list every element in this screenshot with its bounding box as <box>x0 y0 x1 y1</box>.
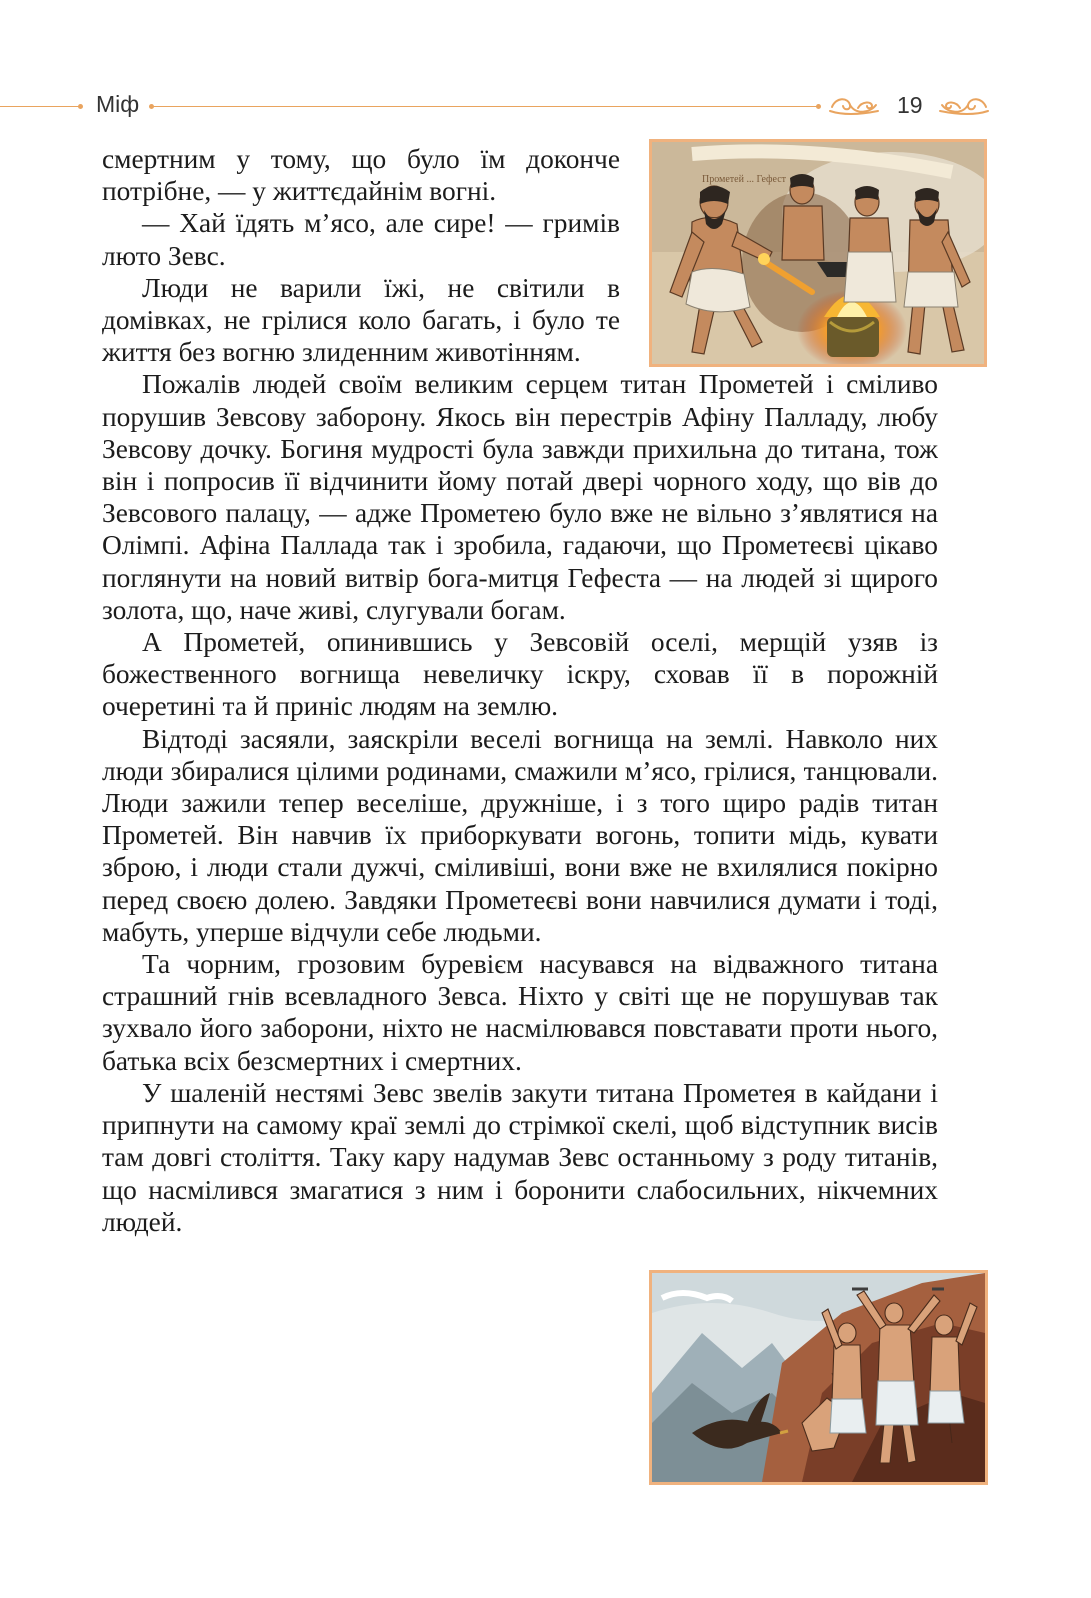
paragraph: А Прометей, опинившись у Зевсовій оселі, мерщій узяв із божественного вогнища невеличку іскру, сховав її в порожній очеретині та й приніс людям на землю. <box>102 627 938 722</box>
paragraph: Відтоді засяяли, заяскріли веселі вогнища на землі. Навколо них люди збиралися цілими родинами, смажили м’ясо, грілися, танцювали. Люди зажили тепер веселіше, дружніше, і з того щиро радів титан Прометей. Він навчив їх приборкувати вогонь, топити мідь, кувати зброю, і люди стали дужчі, сміливіші, вони вже не вхилялися покірно перед своєю долею. Завдяки Прометеєві вони навчилися думати і тоді, мабуть, уперше відчули себе людьми. <box>102 723 938 947</box>
page-number: 19 <box>897 92 923 118</box>
paragraph: Та чорним, грозовим буревієм насувався на відважного титана страшний гнів всевладного Зевса. Ніхто у світі ще не порушував так зухвало його заборони, ніхто не насмілювався повставати проти нього, батька всіх безсмертних і смертних. <box>102 949 938 1076</box>
header-dot-left <box>78 104 83 109</box>
header-rule-left <box>0 106 80 107</box>
story-text <box>102 143 938 1238</box>
header-rule-right <box>152 106 820 107</box>
paragraph: смертним у тому, що було їм доконче потрібне, — у життєдайнім вогні. <box>102 144 620 207</box>
header-dot-right <box>816 104 821 109</box>
illustration-caption: Прометей ... Гефест <box>702 174 787 185</box>
swirl-ornament-icon <box>938 93 990 119</box>
illustration-prometheus-chained <box>649 1270 988 1485</box>
paragraph: Люди не варили їжі, не світили в домівках, не грілися коло багать, і було те життя без вогню злиденним животінням. <box>102 272 620 368</box>
swirl-ornament-icon <box>828 93 880 119</box>
paragraph: У шаленій нестямі Зевс звелів закути титана Прометея в кайдани і припнути на самому краї землі до стрімкої скелі, щоб відступник висів там довгі століття. Таку кару надумав Зевс останньому з роду титанів, що насмілився змагатися з ним і боронити слабосильних, нікчемних людей. <box>102 1077 938 1237</box>
section-title: Міф <box>96 91 140 117</box>
paragraph: Пожалів людей своїм великим серцем титан Прометей і сміливо порушив Зевсову заборону. Якось він перестрів Афіну Палладу, любу Зевсову дочку. Богиня мудрості була завжди прихильна до титана, тож він і попросив її відчинити йому потай двері чорного ходу, що вів до Зевсового палацу, — адже Прометею було вже не вільно з’являтися на Олімпі. Афіна Паллада так і зробила, гадаючи, що Прометеєві цікаво поглянути на новий витвір бога-митця Гефеста — на людей зі щирого золота, що, наче живі, слугували богам. <box>102 369 938 625</box>
paragraph: — Хай їдять м’ясо, але сире! — гримів люто Зевс. <box>102 208 620 271</box>
page-header <box>0 82 1091 132</box>
